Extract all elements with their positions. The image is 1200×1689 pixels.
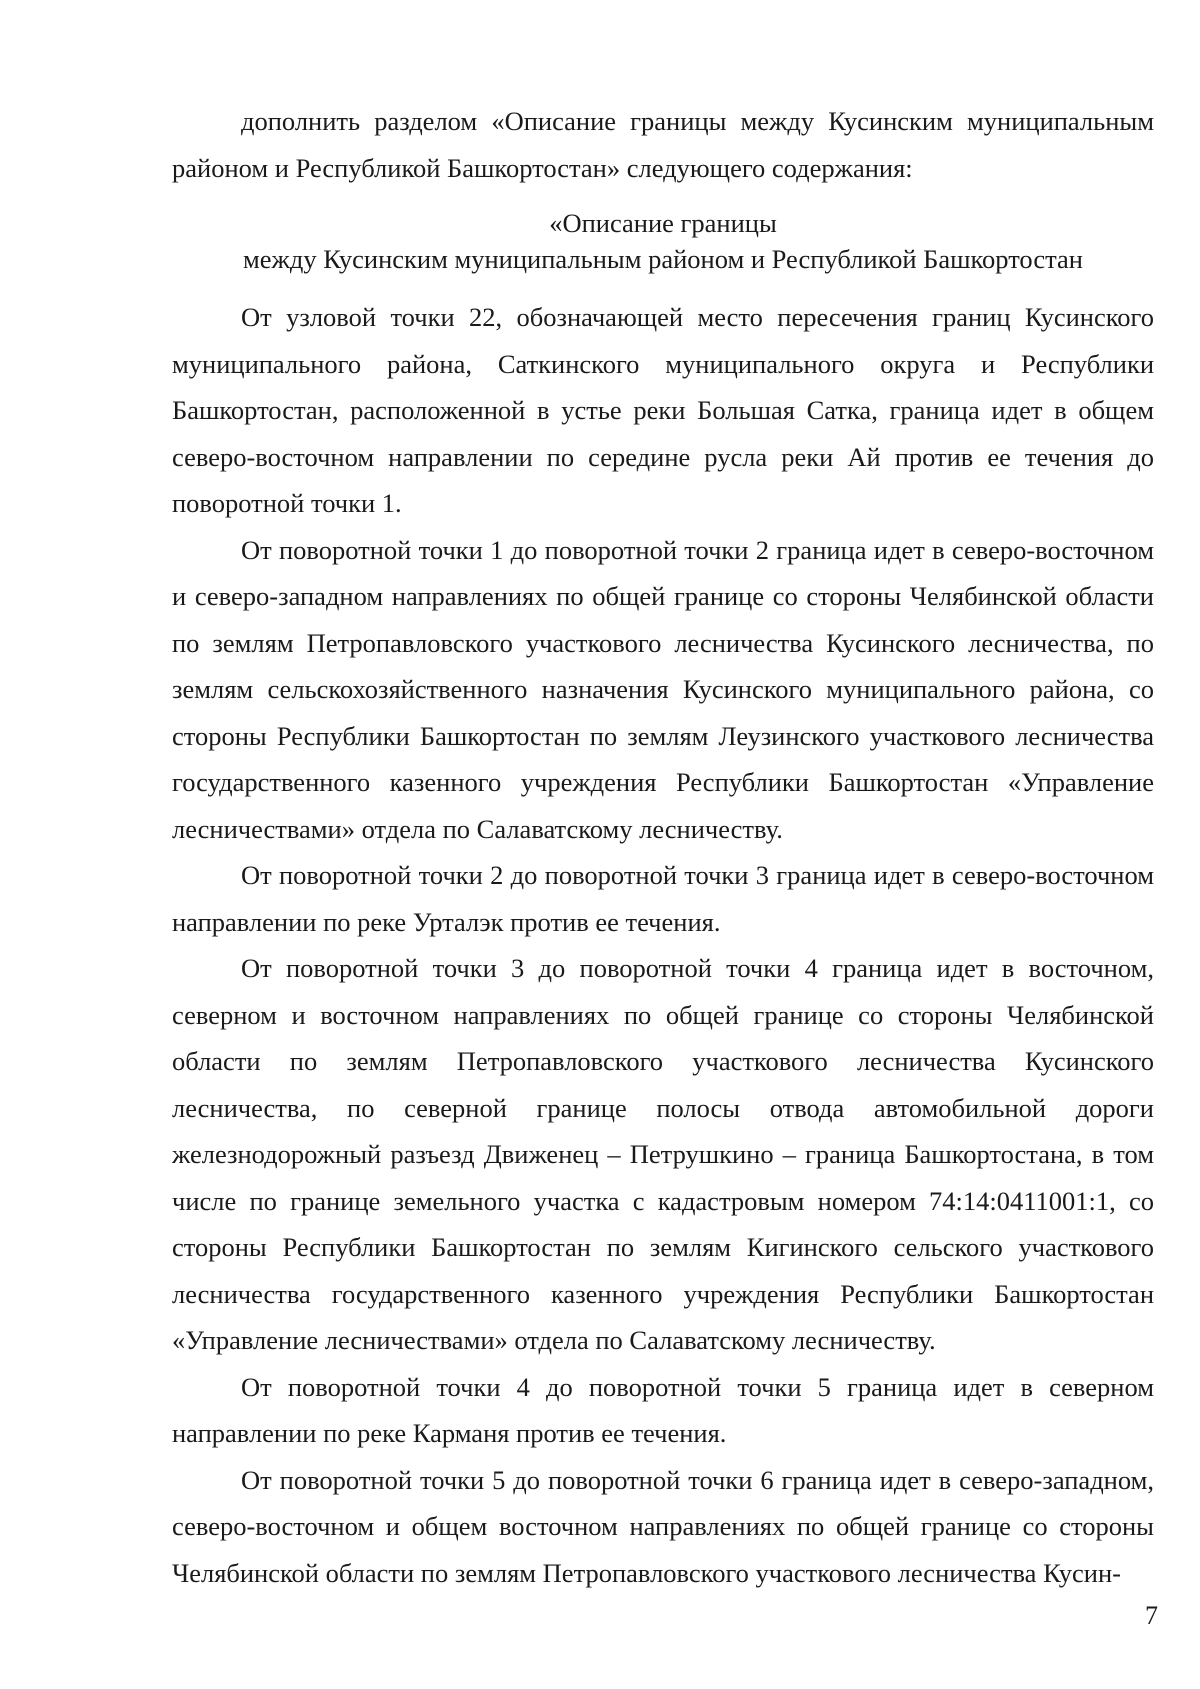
intro-text: дополнить разделом «Описание границы между Кусинским муниципальным районом и Республикой Башкортостан» следующего содержания: — [172, 106, 1154, 183]
section-heading — [172, 205, 1154, 277]
paragraph: От поворотной точки 4 до поворотной точки 5 граница идет в северном направлении по реке Карманя против ее течения. — [172, 1371, 1154, 1448]
paragraph: От узловой точки 22, обозначающей место пересечения границ Кусинского муниципального района, Саткинского муниципального округа и Республики Башкортостан, расположенной в устье реки Большая Сатка, граница идет в общем северо-восточном направлении по середине русла реки Ай против ее течения до поворотной точки 1. — [172, 302, 1154, 518]
paragraph: От поворотной точки 3 до поворотной точки 4 граница идет в восточном, северном и восточном направлениях по общей границе со стороны Челябинской области по землям Петропавловского участкового лесничества Кусинского лесничества, по северной границе полосы отвода автомобильной дороги железнодорожный разъезд Движенец – Петрушкино – граница Башкортостана, в том числе по границе земельного участка с кадастровым номером 74:14:0411001:1, со стороны Республики Башкортостан по землям Кигинского сельского участкового лесничества государственного казенного учреждения Республики Башкортостан «Управление лесничествами» отдела по Салаватскому лесничеству. — [172, 953, 1154, 1355]
paragraph: От поворотной точки 5 до поворотной точки 6 граница идет в северо-западном, северо-восточном и общем восточном направлениях по общей границе со стороны Челябинской области по землям Петропавловского участкового лесничества Кусин- — [172, 1464, 1154, 1588]
paragraph: От поворотной точки 2 до поворотной точки 3 граница идет в северо-восточном направлении по реке Урталэк против ее течения. — [172, 860, 1154, 937]
heading-line-2: между Кусинским муниципальным районом и Республикой Башкортостан — [243, 244, 1083, 274]
paragraph: От поворотной точки 1 до поворотной точки 2 граница идет в северо-восточном и северо-западном направлениях по общей границе со стороны Челябинской области по землям Петропавловского участкового лесничества Кусинского лесничества, по землям сельскохозяйственного назначения Кусинского муниципального района, со стороны Республики Башкортостан по землям Леузинского участкового лесничества государственного казенного учреждения Республики Башкортостан «Управление лесничествами» отдела по Салаватскому лесничеству. — [172, 534, 1154, 844]
heading-line-1: «Описание границы — [549, 208, 777, 238]
body-paragraphs — [172, 294, 1154, 1596]
page-number: 7 — [1145, 1601, 1158, 1630]
intro-paragraph — [172, 98, 1154, 191]
